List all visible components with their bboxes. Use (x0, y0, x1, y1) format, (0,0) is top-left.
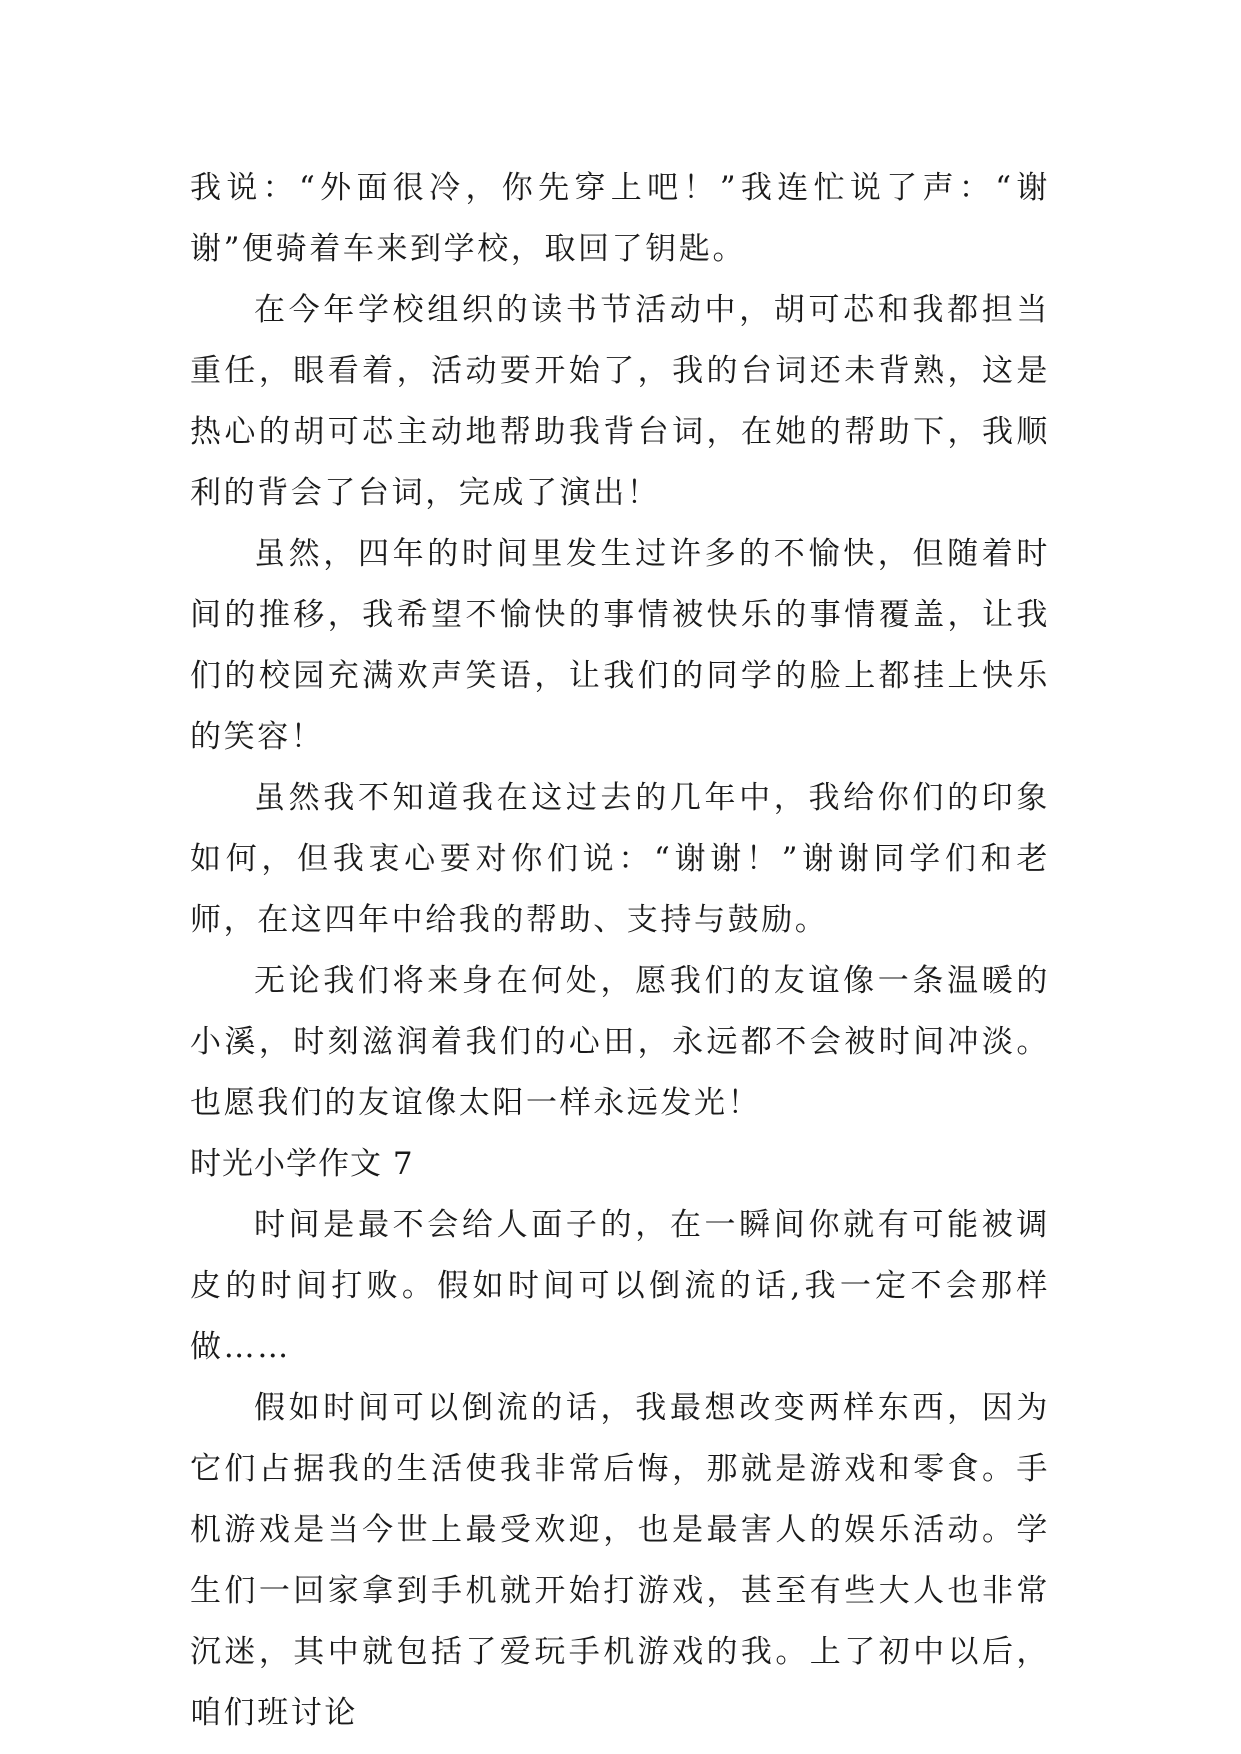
document-body (190, 158, 1050, 1744)
paragraph-2: 在今年学校组织的读书节活动中，胡可芯和我都担当重任，眼看着，活动要开始了，我的台词还未背熟，这是热心的胡可芯主动地帮助我背台词，在她的帮助下，我顺利的背会了台词，完成了演出！ (190, 292, 1050, 511)
section-heading: 时光小学作文 7 (190, 1146, 414, 1182)
paragraph-4: 虽然我不知道我在这过去的几年中，我给你们的印象如何，但我衷心要对你们说：“谢谢！”谢谢同学们和老师，在这四年中给我的帮助、支持与鼓励。 (190, 780, 1050, 938)
paragraph-5: 无论我们将来身在何处，愿我们的友谊像一条温暖的小溪，时刻滋润着我们的心田，永远都不会被时间冲淡。也愿我们的友谊像太阳一样永远发光！ (190, 963, 1050, 1121)
paragraph-7: 假如时间可以倒流的话，我最想改变两样东西，因为它们占据我的生活使我非常后悔，那就是游戏和零食。手机游戏是当今世上最受欢迎，也是最害人的娱乐活动。学生们一回家拿到手机就开始打游戏，甚至有些大人也非常沉迷，其中就包括了爱玩手机游戏的我。上了初中以后，咱们班讨论 (190, 1390, 1050, 1731)
paragraph-6: 时间是最不会给人面子的，在一瞬间你就有可能被调皮的时间打败。假如时间可以倒流的话,我一定不会那样做…… (190, 1207, 1050, 1365)
paragraph-1: 我说：“外面很冷，你先穿上吧！”我连忙说了声：“谢谢”便骑着车来到学校，取回了钥匙。 (190, 170, 1050, 267)
paragraph-3: 虽然，四年的时间里发生过许多的不愉快，但随着时间的推移，我希望不愉快的事情被快乐的事情覆盖，让我们的校园充满欢声笑语，让我们的同学的脸上都挂上快乐的笑容！ (190, 536, 1050, 755)
